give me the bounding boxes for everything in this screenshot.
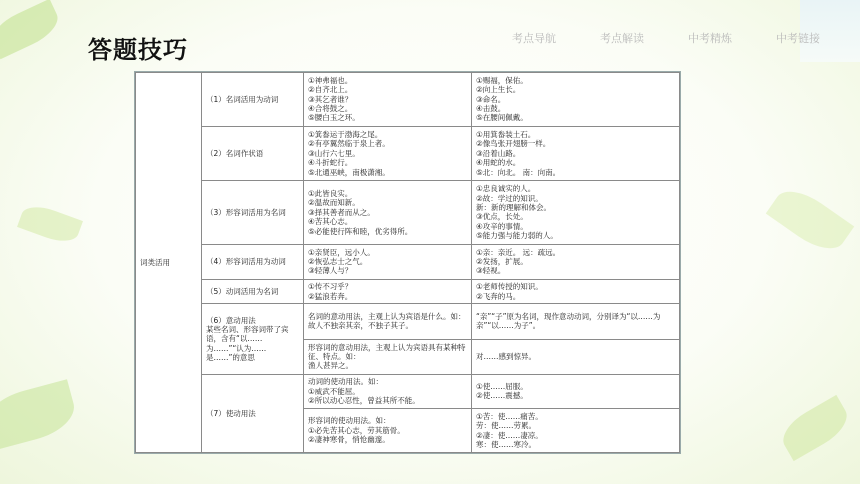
meanings-cell: ①苦：使……痛苦。 劳：使……劳累。 ②凄：使……凄凉。 寒：使……寒冷。 xyxy=(472,409,680,453)
nav-item-kaodian-daohang[interactable]: 考点导航 xyxy=(512,32,556,45)
type-cell: （6）意动用法 某些名词、形容词带了宾语，含有“以……为……”“认为……是……”的意思 xyxy=(202,304,304,375)
examples-cell: ①亲贤臣，远小人。 ②恢弘志士之气。 ③轻薄人与？ xyxy=(304,244,472,279)
table-row xyxy=(136,374,680,408)
table-row xyxy=(136,73,680,127)
grammar-table xyxy=(134,71,681,454)
leaf-decoration xyxy=(766,181,854,260)
examples-cell: ①传不习乎？ ②猛浪若奔。 xyxy=(304,279,472,304)
examples-cell: 形容词的使动用法。如： ①必先苦其心志，劳其筋骨。 ②凄神寒骨，悄怆幽邃。 xyxy=(304,409,472,453)
page-title: 答题技巧 xyxy=(88,36,188,64)
examples-cell: ①箕畚运于渤海之尾。 ②有亭翼然临于泉上者。 ③山行六七里。 ④斗折蛇行。 ⑤北通巫峡，南极潇湘。 xyxy=(304,126,472,181)
examples-cell: 形容词的意动用法，主观上认为宾语具有某种特征、特点。如： 渔人甚异之。 xyxy=(304,339,472,374)
table-row xyxy=(136,279,680,304)
table-row xyxy=(136,304,680,339)
leaf-decoration xyxy=(0,379,80,451)
type-cell: （1）名词活用为动词 xyxy=(202,73,304,127)
type-cell: （2）名词作状语 xyxy=(202,126,304,181)
meanings-cell: ①用箕畚装土石。 ②像鸟张开翅膀一样。 ③沿着山路。 ④用蛇的水。 ⑤北：向北。 南：向南。 xyxy=(472,126,680,181)
type-cell: （3）形容词活用为名词 xyxy=(202,181,304,244)
type-cell: （7）使动用法 xyxy=(202,374,304,452)
meanings-cell: ①使……屈服。 ②使……震撼。 xyxy=(472,374,680,408)
nav-item-zhongkao-lianjie[interactable]: 中考链接 xyxy=(776,32,820,45)
leaf-decoration xyxy=(776,395,855,461)
nav-item-zhongkao-jinglian[interactable]: 中考精炼 xyxy=(688,32,732,45)
meanings-cell: ①赐福，保佑。 ②向上生长。 ③命名。 ④击鼓。 ⑤在腰间佩戴。 xyxy=(472,73,680,127)
leaf-decoration xyxy=(17,201,83,248)
table-row xyxy=(136,126,680,181)
examples-cell: 名词的意动用法，主观上认为宾语是什么。如： 故人不独亲其亲，不独子其子。 xyxy=(304,304,472,339)
meanings-cell: 对……感到惊异。 xyxy=(472,339,680,374)
table-row xyxy=(136,181,680,244)
examples-cell: ①此皆良实。 ②温故而知新。 ③择其善者而从之。 ④苦其心志。 ⑤必能使行阵和睦，优劣得所。 xyxy=(304,181,472,244)
meanings-cell: ①忠良诚实的人。 ②故：学过的知识。 新：新的理解和体会。 ③优点，长处。 ④攻辛的事情。 ⑤能力强与能力弱的人。 xyxy=(472,181,680,244)
table-row xyxy=(136,244,680,279)
examples-cell: 动词的使动用法。如： ①威武不能屈。 ②所以动心忍性，曾益其所不能。 xyxy=(304,374,472,408)
meanings-cell: “亲”“子”原为名词，现作意动动词，分别译为“以……为亲”“以……为子”。 xyxy=(472,304,680,339)
type-cell: （5）动词活用为名词 xyxy=(202,279,304,304)
meanings-cell: ①亲：亲近。 远：疏远。 ②发扬，扩展。 ③轻视。 xyxy=(472,244,680,279)
top-nav xyxy=(512,30,820,46)
leaf-decoration xyxy=(0,0,64,59)
examples-cell: ①神弗福也。 ②自齐北上。 ③其乞者谁？ ④合将鼓之。 ⑤腰白玉之环。 xyxy=(304,73,472,127)
meanings-cell: ①老师传授的知识。 ②飞奔的马。 xyxy=(472,279,680,304)
type-cell: （4）形容词活用为动词 xyxy=(202,244,304,279)
nav-item-kaodian-jiedu[interactable]: 考点解读 xyxy=(600,32,644,45)
category-cell: 词类活用 xyxy=(136,73,202,453)
